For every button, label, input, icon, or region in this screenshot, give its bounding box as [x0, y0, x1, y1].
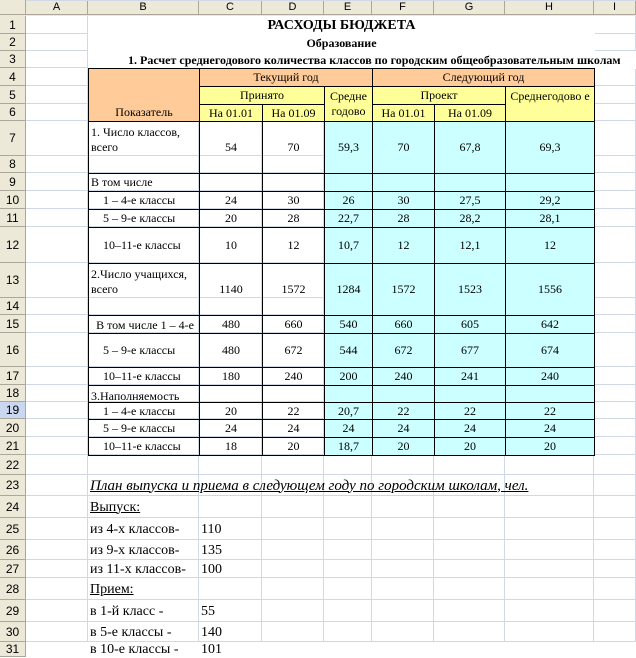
table-cell-h[interactable]: 1556 — [505, 263, 595, 316]
table-cell-f[interactable]: 1572 — [372, 263, 435, 316]
table-cell-h[interactable]: 28,1 — [505, 209, 595, 228]
table-row-label: 3.Наполняемость — [88, 385, 200, 403]
table-cell-h[interactable]: 22 — [505, 402, 595, 420]
column-header-i[interactable]: I — [594, 0, 636, 15]
row-header-14[interactable]: 14 — [0, 298, 26, 315]
table-row-label: 2.Число учащихся, всего — [88, 263, 200, 316]
table-cell-c[interactable]: 480 — [199, 333, 263, 368]
header-project: Проект — [372, 86, 506, 105]
table-cell-e[interactable]: 22,7 — [324, 209, 373, 228]
release-item-label: из 9-х классов- — [90, 542, 180, 558]
row-header-7[interactable]: 7 — [0, 121, 26, 156]
table-cell-g[interactable]: 605 — [434, 315, 506, 334]
column-header-a[interactable]: A — [26, 0, 88, 15]
table-cell-h[interactable]: 29,2 — [505, 191, 595, 210]
table-cell-h[interactable]: 24 — [505, 419, 595, 438]
release-item-value[interactable]: 110 — [201, 521, 222, 537]
table-cell-g[interactable] — [434, 173, 506, 192]
header-avg-next: Среднегодово е — [505, 86, 595, 122]
row-header-20[interactable]: 20 — [0, 419, 26, 437]
table-cell-d[interactable]: 12 — [262, 227, 325, 264]
table-cell-g[interactable]: 22 — [434, 402, 506, 420]
header-avg-current: Средне годово — [324, 86, 373, 122]
header-g-0109: На 01.09 — [434, 104, 506, 122]
table-cell-d[interactable]: 24 — [262, 419, 325, 438]
row-header-18[interactable]: 18 — [0, 385, 26, 402]
row-header-13[interactable]: 13 — [0, 263, 26, 298]
table-cell-f[interactable] — [372, 385, 435, 403]
table-row-label: В том числе — [88, 173, 200, 192]
table-cell-d[interactable]: 20 — [262, 437, 325, 456]
header-d-0109: На 01.09 — [262, 104, 325, 122]
row-header-31[interactable]: 31 — [0, 642, 26, 657]
table-cell-g[interactable] — [434, 385, 506, 403]
table-row-label: 5 – 9-е классы — [88, 333, 200, 368]
table-cell-d[interactable] — [262, 173, 325, 192]
table-cell-c[interactable]: 480 — [199, 315, 263, 334]
table-cell-e[interactable]: 26 — [324, 191, 373, 210]
admission-item-value[interactable]: 101 — [201, 642, 222, 657]
release-item-label: из 4-х классов- — [90, 521, 180, 537]
table-cell-e[interactable]: 540 — [324, 315, 373, 334]
table-cell-c[interactable] — [199, 385, 263, 403]
table-cell-c[interactable]: 18 — [199, 437, 263, 456]
table-cell-c[interactable] — [199, 173, 263, 192]
table-row-label: 1 – 4-е классы — [88, 402, 200, 420]
table-cell-f[interactable]: 20 — [372, 437, 435, 456]
table-cell-g[interactable]: 20 — [434, 437, 506, 456]
table-cell-d[interactable]: 672 — [262, 333, 325, 368]
table-row-label: 10–11-е классы — [88, 227, 200, 264]
table-cell-g[interactable]: 241 — [434, 367, 506, 386]
table-row-label: 5 – 9-е классы — [88, 419, 200, 438]
table-cell-e[interactable]: 10,7 — [324, 227, 373, 264]
row-header-12[interactable]: 12 — [0, 227, 26, 263]
table-cell-h[interactable]: 642 — [505, 315, 595, 334]
header-c-0101: На 01.01 — [199, 104, 263, 122]
table-cell-d[interactable]: 240 — [262, 367, 325, 386]
header-current-year: Текущий год — [199, 68, 373, 87]
column-header-e[interactable]: E — [324, 0, 372, 15]
row-header-8[interactable]: 8 — [0, 156, 26, 173]
admission-item-label: в 10-е классы - — [90, 642, 179, 657]
admission-item-value[interactable]: 140 — [201, 624, 222, 640]
table-cell-e[interactable]: 544 — [324, 333, 373, 368]
table-cell-d[interactable]: 70 — [262, 121, 325, 174]
row-header-24[interactable]: 24 — [0, 496, 26, 518]
column-header-c[interactable]: C — [199, 0, 262, 15]
table-row-label: 10–11-е классы — [88, 437, 200, 456]
page-title: РАСХОДЫ БЮДЖЕТА — [88, 16, 595, 35]
table-row-label: 1 – 4-е классы — [88, 191, 200, 210]
row-header-2[interactable]: 2 — [0, 34, 26, 51]
header-accepted: Принято — [199, 86, 325, 105]
column-header-d[interactable]: D — [262, 0, 324, 15]
table-cell-f[interactable]: 672 — [372, 333, 435, 368]
row-header-6[interactable]: 6 — [0, 104, 26, 121]
table-cell-f[interactable]: 28 — [372, 209, 435, 228]
table-cell-h[interactable]: 12 — [505, 227, 595, 264]
admission-item-value[interactable]: 55 — [201, 603, 215, 619]
row-header-4[interactable]: 4 — [0, 68, 26, 86]
row-header-16[interactable]: 16 — [0, 333, 26, 367]
row-header-30[interactable]: 30 — [0, 622, 26, 642]
table-cell-h[interactable]: 674 — [505, 333, 595, 368]
row-header-19[interactable]: 19 — [0, 402, 26, 419]
table-cell-f[interactable]: 70 — [372, 121, 435, 174]
table-cell-e[interactable] — [324, 385, 373, 403]
row-header-17[interactable]: 17 — [0, 367, 26, 385]
admission-label: Прием: — [90, 581, 134, 597]
table-cell-f[interactable]: 660 — [372, 315, 435, 334]
table-cell-h[interactable] — [505, 385, 595, 403]
table-cell-g[interactable]: 12,1 — [434, 227, 506, 264]
table-cell-d[interactable]: 660 — [262, 315, 325, 334]
header-indicator: Показатель — [88, 68, 200, 122]
row-header-28[interactable]: 28 — [0, 578, 26, 600]
release-label: Выпуск: — [90, 499, 141, 515]
table-cell-c[interactable]: 24 — [199, 191, 263, 210]
release-item-label: из 11-х классов- — [90, 561, 186, 577]
table-cell-c[interactable]: 10 — [199, 227, 263, 264]
row-header-25[interactable]: 25 — [0, 518, 26, 540]
table-cell-d[interactable]: 30 — [262, 191, 325, 210]
table-row-label: 1. Число классов, всего — [88, 121, 200, 174]
column-header-b[interactable]: B — [88, 0, 199, 15]
row-header-11[interactable]: 11 — [0, 209, 26, 227]
table-row-label: 10–11-е классы — [88, 367, 200, 386]
table-row-label: 5 – 9-е классы — [88, 209, 200, 228]
row-header-26[interactable]: 26 — [0, 540, 26, 560]
table-cell-d[interactable]: 22 — [262, 402, 325, 420]
table-cell-g[interactable]: 67,8 — [434, 121, 506, 174]
plan-title: План выпуска и приема в следующем году по городским школам, чел. — [90, 477, 529, 494]
column-header-bar — [0, 0, 636, 16]
table-cell-h[interactable] — [505, 173, 595, 192]
header-next-year: Следующий год — [372, 68, 595, 87]
row-header-22[interactable]: 22 — [0, 455, 26, 475]
table-cell-d[interactable]: 28 — [262, 209, 325, 228]
table-cell-c[interactable]: 54 — [199, 121, 263, 174]
table-cell-g[interactable]: 27,5 — [434, 191, 506, 210]
table-cell-e[interactable]: 1284 — [324, 263, 373, 316]
gridline — [26, 0, 636, 1]
column-header-h[interactable]: H — [505, 0, 594, 15]
release-item-value[interactable]: 100 — [201, 561, 222, 577]
row-header-1[interactable]: 1 — [0, 16, 26, 34]
row-header-27[interactable]: 27 — [0, 560, 26, 578]
table-cell-f[interactable]: 24 — [372, 419, 435, 438]
table-cell-e[interactable] — [324, 173, 373, 192]
table-cell-h[interactable]: 240 — [505, 367, 595, 386]
row-header-29[interactable]: 29 — [0, 600, 26, 622]
table-cell-f[interactable]: 30 — [372, 191, 435, 210]
table-cell-h[interactable]: 20 — [505, 437, 595, 456]
table-cell-h[interactable]: 69,3 — [505, 121, 595, 174]
table-cell-d[interactable] — [262, 385, 325, 403]
header-f-0101: На 01.01 — [372, 104, 435, 122]
table-cell-e[interactable]: 18,7 — [324, 437, 373, 456]
table-cell-c[interactable]: 20 — [199, 209, 263, 228]
table-cell-e[interactable]: 200 — [324, 367, 373, 386]
row-header-23[interactable]: 23 — [0, 475, 26, 496]
row-header-3[interactable]: 3 — [0, 51, 26, 68]
row-header-10[interactable]: 10 — [0, 191, 26, 209]
table-cell-f[interactable]: 240 — [372, 367, 435, 386]
table-cell-g[interactable]: 677 — [434, 333, 506, 368]
table-cell-f[interactable]: 12 — [372, 227, 435, 264]
row-header-5[interactable]: 5 — [0, 86, 26, 104]
release-item-value[interactable]: 135 — [201, 542, 222, 558]
table-row-label: В том числе 1 – 4-е — [88, 315, 200, 334]
column-header-g[interactable]: G — [434, 0, 505, 15]
row-header-9[interactable]: 9 — [0, 173, 26, 191]
table-cell-f[interactable] — [372, 173, 435, 192]
table-cell-g[interactable]: 24 — [434, 419, 506, 438]
page-subtitle: Образование — [88, 34, 595, 52]
table-cell-e[interactable]: 24 — [324, 419, 373, 438]
section-heading: 1. Расчет среднегодового количества классов по городским общеобразовательным школам — [88, 51, 636, 69]
table-cell-c[interactable]: 20 — [199, 402, 263, 420]
admission-item-label: в 1-й класс - — [90, 603, 164, 619]
table-cell-c[interactable]: 24 — [199, 419, 263, 438]
admission-item-label: в 5-е классы - — [90, 624, 172, 640]
row-header-21[interactable]: 21 — [0, 437, 26, 455]
table-cell-c[interactable]: 180 — [199, 367, 263, 386]
table-cell-g[interactable]: 28,2 — [434, 209, 506, 228]
table-cell-c[interactable]: 1140 — [199, 263, 263, 316]
table-cell-e[interactable]: 59,3 — [324, 121, 373, 174]
table-cell-f[interactable]: 22 — [372, 402, 435, 420]
column-header-f[interactable]: F — [372, 0, 434, 15]
select-all-corner[interactable] — [0, 0, 26, 15]
table-cell-d[interactable]: 1572 — [262, 263, 325, 316]
table-cell-g[interactable]: 1523 — [434, 263, 506, 316]
row-header-15[interactable]: 15 — [0, 315, 26, 333]
table-cell-e[interactable]: 20,7 — [324, 402, 373, 420]
